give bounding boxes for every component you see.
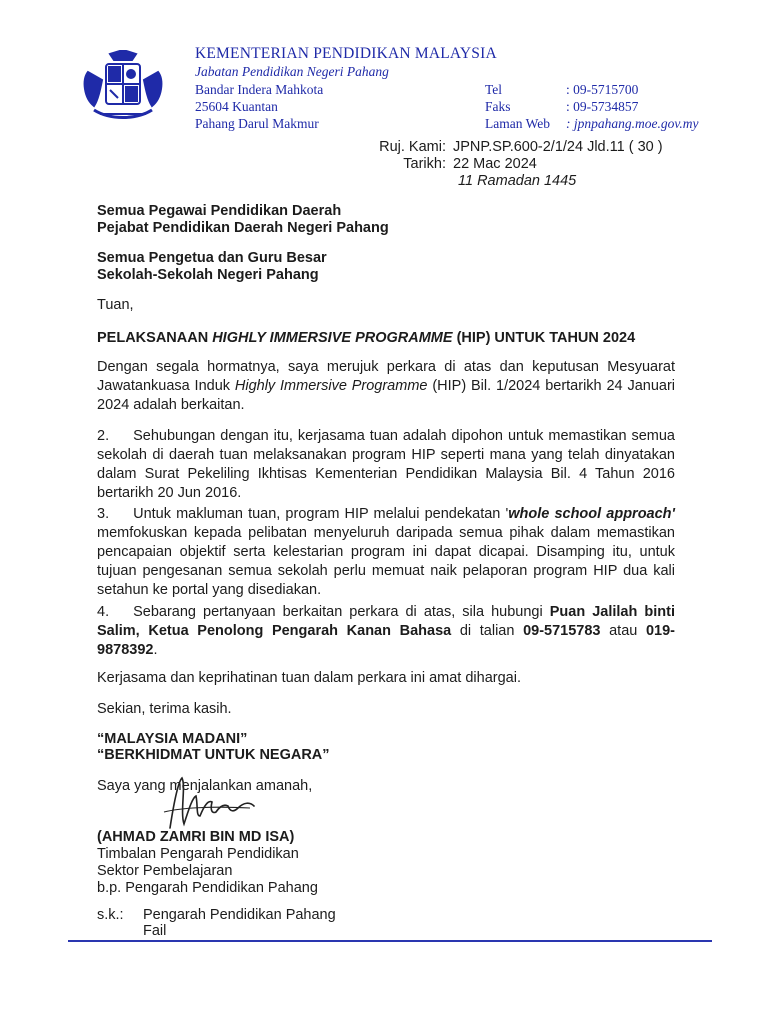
letter-date: 22 Mac 2024 (453, 156, 537, 172)
subject-programme-name: HIGHLY IMMERSIVE PROGRAMME (212, 330, 453, 346)
letter-subject (97, 329, 675, 348)
coat-of-arms-icon (80, 50, 166, 124)
para4-number: 4. (97, 604, 110, 620)
slogan-1: “MALAYSIA MADANI” (97, 731, 248, 747)
para4-phone-2: 019-9878392 (97, 623, 676, 658)
handwritten-signature-icon (150, 772, 270, 834)
para2-number: 2. (97, 428, 110, 444)
recipient-line-3: Semua Pengetua dan Guru Besar (97, 250, 327, 266)
para4-text-g: . (153, 642, 158, 658)
date-label: Tarikh: (403, 156, 446, 172)
para4-text-c: di talian (451, 623, 524, 639)
recipient-line-2: Pejabat Pendidikan Daerah Negeri Pahang (97, 220, 389, 236)
para3-text-c: memfokuskan kepada pelibatan menyeluruh daripada semua pihak dalam memastikan pencapaian objektif serta kelestarian program ini dapat dicapai. Disamping itu, untuk tujuan pengesanan semua sekolah perlu memuat naik pelaporan program HIP dua kali setahun ke portal yang disediakan. (97, 525, 675, 598)
paragraph-1 (97, 358, 675, 415)
paragraph-2 (97, 427, 675, 503)
para4-text-a: Sebarang pertanyaan berkaitan perkara di atas, sila hubungi (133, 604, 550, 620)
paragraph-4 (97, 603, 675, 660)
website-value[interactable]: : jpnpahang.moe.gov.my (566, 116, 699, 131)
ministry-name: KEMENTERIAN PENDIDIKAN MALAYSIA (195, 45, 497, 62)
reference-number: JPNP.SP.600-2/1/24 Jld.11 ( 30 ) (453, 139, 663, 155)
fax-value: : 09-5734857 (566, 99, 639, 114)
para4-contact-name: Puan Jalilah binti Salim, Ketua Penolong Pengarah Kanan Bahasa (97, 604, 675, 639)
closing-thanks: Sekian, terima kasih. (97, 701, 232, 717)
signatory-title-3: b.p. Pengarah Pendidikan Pahang (97, 880, 318, 896)
para1-text-a: Dengan segala hormatnya, saya merujuk perkara di atas dan keputusan Mesyuarat Jawatankuasa Induk (97, 359, 675, 394)
signatory-title-1: Timbalan Pengarah Pendidikan (97, 846, 299, 862)
tel-label: Tel (485, 82, 503, 97)
para2-text: Sehubungan dengan itu, kerjasama tuan adalah dipohon untuk memastikan semua sekolah di daerah tuan melaksanakan program HIP seperti mana yang telah dinyatakan dalam Surat Pekeliling Ikhtisas Kementerian Pendidikan Malaysia Bil. 4 Tahun 2016 bertarikh 20 Jun 2016. (97, 428, 675, 501)
address-line-1: Bandar Indera Mahkota (195, 82, 324, 97)
paragraph-3 (97, 505, 675, 600)
address-line-2: 25604 Kuantan (195, 99, 278, 114)
para3-text-a: Untuk makluman tuan, program HIP melalui pendekatan ' (133, 506, 509, 522)
para3-number: 3. (97, 506, 110, 522)
footer-divider (68, 940, 712, 942)
department-name: Jabatan Pendidikan Negeri Pahang (195, 64, 389, 79)
closing-trust: Saya yang menjalankan amanah, (97, 778, 313, 794)
para3-whole-school: whole school approach' (508, 506, 675, 522)
subject-part-3: (HIP) UNTUK TAHUN 2024 (452, 330, 636, 346)
fax-label: Faks (485, 99, 511, 114)
website-label: Laman Web (485, 116, 551, 131)
subject-part-1: PELAKSANAAN (97, 330, 213, 346)
recipient-line-1: Semua Pegawai Pendidikan Daerah (97, 203, 342, 219)
closing-appreciation: Kerjasama dan keprihatinan tuan dalam perkara ini amat dihargai. (97, 670, 521, 686)
recipient-line-4: Sekolah-Sekolah Negeri Pahang (97, 267, 319, 283)
salutation: Tuan, (97, 297, 134, 313)
para4-phone-1: 09-5715783 (523, 623, 601, 639)
tel-value: : 09-5715700 (566, 82, 639, 97)
para1-text-c: (HIP) Bil. 1/2024 bertarikh 24 Januari 2024 adalah berkaitan. (97, 378, 675, 413)
cc-line-2: Fail (143, 923, 167, 939)
reference-label: Ruj. Kami: (379, 139, 446, 155)
cc-label: s.k.: (97, 907, 124, 923)
signatory-title-2: Sektor Pembelajaran (97, 863, 233, 879)
hijri-date: 11 Ramadan 1445 (458, 173, 577, 189)
para1-programme-name: Highly Immersive Programme (234, 378, 428, 394)
address-line-3: Pahang Darul Makmur (195, 116, 319, 131)
slogan-2: “BERKHIDMAT UNTUK NEGARA” (97, 747, 330, 763)
para4-text-e: atau (600, 623, 646, 639)
cc-line-1: Pengarah Pendidikan Pahang (143, 907, 336, 923)
signatory-name: (AHMAD ZAMRI BIN MD ISA) (97, 829, 295, 845)
